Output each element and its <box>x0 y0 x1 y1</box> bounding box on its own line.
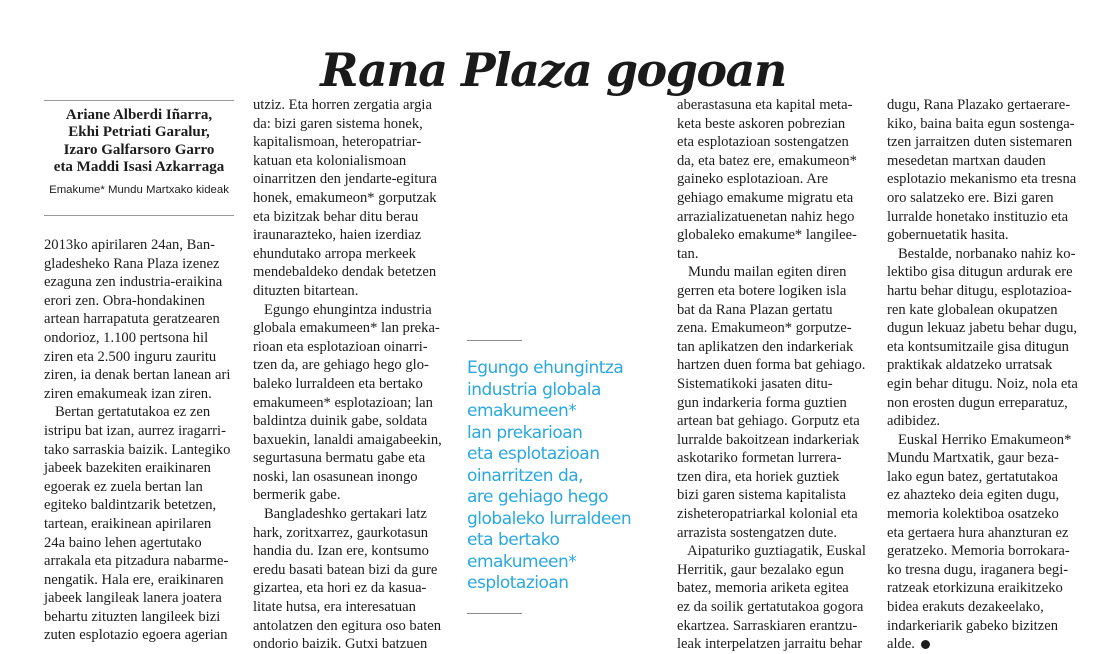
pull-quote <box>467 358 631 595</box>
text-line: Mundu Martxatik, gaur beza- <box>887 450 1059 467</box>
text-line: mendebaldeko dendak betetzen <box>253 264 437 281</box>
text-line: ez da soilik gertatutakoa gogora <box>677 599 864 616</box>
pull-quote-line: industria globala <box>467 379 601 400</box>
author-name: eta Maddi Isasi Azkarraga <box>53 159 225 176</box>
text-line: utziz. Eta horren zergatia argia <box>253 97 432 113</box>
text-line: 2013ko apirilaren 24an, Ban- <box>44 237 216 253</box>
text-line: istripu bat izan, aurrez iragarri- <box>44 422 226 439</box>
text-line: lurralde bakoitzean indarkeriak <box>677 431 860 448</box>
text-line: tan aplikatzen den indarkeriak <box>677 338 854 355</box>
text-line: ondorioz, 1.100 pertsona hil <box>44 329 209 346</box>
text-line: ekartzea. Sarraskiaren erantzu- <box>677 617 858 634</box>
text-line: eta bizitzak behar ditu berau <box>253 208 419 225</box>
text-line: globala emakumeen* lan preka- <box>253 320 440 337</box>
text-line: ziren emakumeak izan ziren. <box>44 385 212 402</box>
text-line: Egungo ehungintza industria <box>253 301 432 318</box>
text-line: tako sarraskia baizik. Lantegiko <box>44 441 231 458</box>
text-line: 24a baino lehen agertutako <box>44 534 202 551</box>
text-line: ehundutako arropa merkeek <box>253 245 416 262</box>
text-line: rioan eta esplotazioan oinarri- <box>253 338 428 355</box>
text-line: bidea erakuts dezakeelako, <box>887 599 1044 616</box>
text-line: handia du. Izan ere, kontsumo <box>253 543 429 560</box>
text-line: jabeek langileak lanera joatera <box>44 590 222 607</box>
text-column-5 <box>887 96 1078 654</box>
text-line: segurtasuna bermatu gabe eta <box>253 450 426 467</box>
author-role: Emakume* Mundu Martxako kideak <box>49 183 229 196</box>
text-line: tzen jarraitzen duten sistemaren <box>887 134 1073 151</box>
article-title: Rana Plaza gogoan <box>320 42 786 97</box>
text-line: jabeek bazekiten eraikinaren <box>44 460 211 477</box>
text-line: lektibo gisa ditugun ardurak ere <box>887 264 1073 281</box>
text-line: hartzen duen forma bat gehiago. <box>677 357 866 374</box>
text-line: zena. Emakumeon* gorputze- <box>677 320 852 337</box>
text-line: katuan eta kolonialismoan <box>253 152 407 169</box>
text-line: eredu basati batean bizi da gure <box>253 561 438 578</box>
author-name: Ariane Alberdi Iñarra, <box>65 107 213 123</box>
text-line: gobernuetatik hasita. <box>887 227 1009 244</box>
text-line: gaineko esplotazioan. Are <box>677 171 829 188</box>
text-line: emakumeen* esplotazioan; lan <box>253 394 433 411</box>
text-line: dituzten bitartean. <box>253 282 359 299</box>
text-line: da: bizi garen sistema honek, <box>253 115 423 132</box>
text-line: bermerik gabe. <box>253 487 341 504</box>
text-line: arrazista sostengatzen dute. <box>677 524 838 541</box>
text-line: bat da Rana Plazan gertatu <box>677 301 833 318</box>
text-line: globaleko emakume* langilee- <box>677 227 857 244</box>
author-block <box>44 100 234 197</box>
text-line: lako egun batez, gertatutakoa <box>887 468 1058 485</box>
text-line: dugun lekuaz jabetu behar dugu, <box>887 320 1078 337</box>
text-line: tzen dira, eta horiek guztiek <box>677 468 840 485</box>
author-name: Ekhi Petriati Garalur, <box>68 124 210 141</box>
text-line: eta gertaera hura ahanzturan ez <box>887 524 1069 541</box>
text-line: baldintza duinik gabe, soldata <box>253 413 428 430</box>
text-line: Mundu mailan egiten diren <box>677 264 847 281</box>
author-name: Izaro Galfarsoro Garro <box>63 141 215 158</box>
text-line: erori zen. Obra-hondakinen <box>44 292 205 309</box>
text-line: ratzeak etorkizuna eraikitzeko <box>887 580 1063 597</box>
text-line: memoria kolektiboa osatzeko <box>887 506 1059 523</box>
text-line: arrakala eta pitzadura nabarme- <box>44 553 229 570</box>
text-line: hartu behar ditugu, esplotazioa- <box>887 282 1072 299</box>
text-line: behartu zituzten langileek bizi <box>44 608 221 625</box>
text-line: praktikak aldatzeko urratsak <box>887 357 1053 374</box>
text-line: tzen da, are gehiago hego glo- <box>253 357 429 374</box>
text-line: Sistematikoki jasaten ditu- <box>677 375 833 392</box>
text-line: litate hutsa, era interesatuan <box>253 599 416 616</box>
pull-quote-line: globaleko lurraldeen <box>467 508 632 529</box>
text-line: ondorio baizik. Gutxi batzuen <box>253 636 428 653</box>
text-line: mesedetan martxan dauden <box>887 152 1046 169</box>
text-line: ezaguna zen industria-eraikina <box>44 274 223 291</box>
text-column-1 <box>44 236 230 645</box>
text-line: Bangladeshko gertakari latz <box>253 506 427 523</box>
pull-quote-line: eta esplotazioan <box>467 444 600 464</box>
text-line: lurralde honetako instituzio eta <box>887 208 1069 225</box>
text-line: keta beste askoren pobrezian <box>677 115 846 132</box>
text-line: hark, zoritxarrez, gaurkotasun <box>253 524 429 541</box>
text-line: alde. <box>887 635 1078 654</box>
text-line: arrazializatuenetan nahiz hego <box>677 208 855 225</box>
pull-quote-line: Egungo ehungintza <box>467 358 624 378</box>
pull-quote-line: eta bertako <box>467 530 560 550</box>
text-line: Herritik, gaur bezalako egun <box>677 561 844 578</box>
text-line: Bertan gertatutakoa ez zen <box>44 404 211 421</box>
text-line: gehiago emakume migratu eta <box>677 189 854 206</box>
pull-quote-line: emakumeen* <box>467 551 577 572</box>
text-line: leak interpelatzen jarraitu behar <box>677 636 863 653</box>
text-line: antolatzen den egitura oso baten <box>253 617 442 634</box>
text-line: adibidez. <box>887 413 941 430</box>
text-line: gerren eta botere logiken isla <box>677 282 847 299</box>
text-line: aberastasuna eta kapital meta- <box>677 97 853 113</box>
pull-quote-bottom-rule <box>467 613 522 614</box>
text-line: egin behar ditugu. Noiz, nola eta <box>887 375 1078 392</box>
text-line: noski, lan osasunean inongo <box>253 468 418 485</box>
text-line: indarkeriarik gabeko bizitzen <box>887 617 1058 634</box>
text-column-4 <box>677 96 866 654</box>
text-line: ren kate globalean okupatzen <box>887 301 1058 318</box>
author-names <box>44 107 234 177</box>
pull-quote-line: lan prekarioan <box>467 422 583 443</box>
text-line: Euskal Herriko Emakumeon* <box>887 431 1072 448</box>
text-line: esplotazio mekanismo eta tresna <box>887 171 1077 188</box>
text-line: artean bat gehiago. Gorputz eta <box>677 413 860 430</box>
pull-quote-line: are gehiago hego <box>467 487 609 507</box>
text-line: dugu, Rana Plazako gertaerare- <box>887 97 1071 113</box>
text-line: nengatik. Hala ere, eraikinaren <box>44 571 224 588</box>
end-of-article-bullet-icon <box>921 640 930 649</box>
text-line: gizartea, eta hori ez da kasua- <box>253 580 427 597</box>
text-line: gladesheko Rana Plaza izenez <box>44 255 220 272</box>
text-line: iraunarazteko, haien izerdiaz <box>253 227 422 244</box>
text-line: eta esplotazioan sostengatzen <box>677 134 849 151</box>
text-line: geratzeko. Memoria borrokara- <box>887 543 1070 560</box>
text-line: da, eta batez ere, emakumeon* <box>677 152 857 169</box>
text-line: zuten esplotazio egoera agerian <box>44 627 228 644</box>
pull-quote-line: esplotazioan <box>467 573 569 593</box>
text-line: honek, emakumeon* gorputzak <box>253 189 437 206</box>
text-line: tan. <box>677 245 699 262</box>
text-line: ziren, ia denak bertan lanean ari <box>44 367 231 384</box>
text-line: ko tresna dugu, iraganera begi- <box>887 561 1069 578</box>
text-line: egiteko baldintzarik betetzen, <box>44 497 217 514</box>
text-line: Bestalde, norbanako nahiz ko- <box>887 245 1076 262</box>
text-line: baxuekin, lanaldi amaigabeekin, <box>253 431 442 448</box>
text-line: kiko, baina baita egun sostenga- <box>887 115 1075 132</box>
text-line: askotariko formetan lurrera- <box>677 450 842 467</box>
text-line: baleko lurraldeen eta bertako <box>253 375 423 392</box>
text-column-2 <box>253 96 442 654</box>
text-line: oro salatzeko ere. Bizi garen <box>887 189 1054 206</box>
author-divider <box>44 215 234 216</box>
text-line: oinarritzen den jendarte-egitura <box>253 171 437 188</box>
text-line: non erosten dugun erreparatuz, <box>887 394 1068 411</box>
text-line: ez ahazteko deia egiten dugu, <box>887 487 1060 504</box>
text-line: artean harrapatuta geratzearen <box>44 311 220 328</box>
text-line: batez, memoria ariketa egitea <box>677 580 849 597</box>
text-line: tartean, eraikinean apirilaren <box>44 515 212 532</box>
text-line: eta kontsumitzaile gisa ditugun <box>887 338 1069 355</box>
text-line: kapitalismoan, heteropatriar- <box>253 134 422 151</box>
pull-quote-line: oinarritzen da, <box>467 465 584 486</box>
pull-quote-top-rule <box>467 340 522 341</box>
text-line: ziren eta 2.500 inguru zauritu <box>44 348 217 365</box>
text-line: Aipaturiko guztiagatik, Euskal <box>677 543 866 560</box>
text-line: gun indarkeria forma guztien <box>677 394 847 411</box>
pull-quote-line: emakumeen* <box>467 401 577 421</box>
text-line: egoerak ez zuela bertan lan <box>44 478 203 495</box>
text-line: bizi garen sistema kapitalista <box>677 487 846 504</box>
text-line: zisheteropatriarkal kolonial eta <box>677 506 858 523</box>
